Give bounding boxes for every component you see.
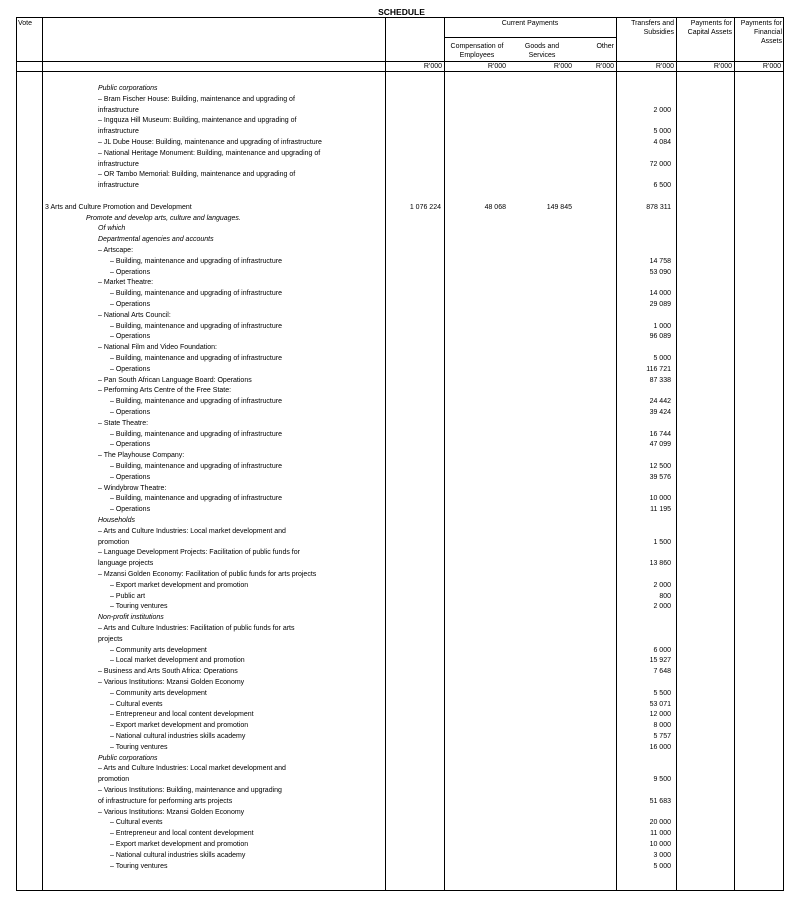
table-row [0, 710, 803, 721]
table-row [0, 721, 803, 732]
row-description: – Building, maintenance and upgrading of infrastructure [110, 463, 282, 470]
row-description: – The Playhouse Company: [98, 452, 185, 460]
row-value-transfers: 15 927 [649, 657, 671, 665]
row-description: Of which [98, 225, 126, 233]
table-row [0, 95, 803, 106]
row-description: – National Film and Video Foundation: [98, 344, 217, 352]
row-value-transfers: 9 500 [653, 776, 671, 784]
row-description: – Building, maintenance and upgrading of infrastructure [110, 322, 282, 330]
unit-label: R'000 [713, 63, 732, 70]
table-row [0, 678, 803, 689]
table-row [0, 235, 803, 246]
row-description: – Touring ventures [110, 743, 168, 751]
row-value-transfers: 20 000 [649, 819, 671, 827]
row-value-transfers: 5 000 [653, 862, 671, 870]
header-financial: Payments for Financial Assets [740, 20, 782, 45]
row-value-transfers: 96 089 [649, 333, 671, 341]
row-description: – Various Institutions: Mzansi Golden Economy [98, 679, 245, 686]
header-capital: Payments for Capital Assets [687, 20, 732, 36]
table-row [0, 419, 803, 430]
row-value-transfers: 2 000 [653, 106, 671, 114]
row-value-transfers: 1 500 [653, 538, 671, 546]
row-description: – OR Tambo Memorial: Building, maintenance and upgrading of [98, 171, 296, 179]
table-row [0, 246, 803, 257]
table-row [0, 538, 803, 549]
row-value-transfers: 16 000 [649, 743, 671, 751]
table-row [0, 764, 803, 775]
table-row [0, 829, 803, 840]
table-row [0, 354, 803, 365]
row-value-total: 1 076 224 [409, 203, 441, 211]
row-value-transfers: 5 757 [653, 733, 671, 740]
table-row [0, 635, 803, 646]
row-value-transfers: 39 424 [649, 409, 671, 416]
row-value-transfers: 5 000 [653, 128, 671, 136]
row-description: – Arts and Culture Industries: Facilitation of public funds for arts [98, 625, 295, 632]
row-value-transfers: 87 338 [649, 376, 671, 384]
row-value-transfers: 2 000 [653, 603, 671, 611]
row-value-transfers: 878 311 [646, 203, 671, 211]
table-row [0, 818, 803, 829]
table-row [0, 484, 803, 495]
table-row [0, 138, 803, 149]
row-value-transfers: 14 000 [649, 290, 671, 298]
table-row [0, 797, 803, 808]
table-row [0, 224, 803, 235]
table-row [0, 84, 803, 95]
row-description: Households [98, 517, 135, 524]
row-description: Departmental agencies and accounts [98, 236, 214, 244]
table-row [0, 332, 803, 343]
row-value-transfers: 24 442 [649, 398, 671, 406]
row-value-transfers: 29 089 [649, 301, 671, 308]
row-description: – Pan South African Language Board: Operations [98, 376, 252, 384]
row-description: – National cultural industries skills academy [110, 733, 246, 740]
row-value-transfers: 800 [659, 592, 671, 600]
table-row [0, 181, 803, 192]
row-description: – Cultural events [110, 700, 163, 708]
row-description: – Operations [110, 365, 151, 373]
row-value-comp: 48 068 [484, 203, 506, 211]
row-description: – Community arts development [110, 646, 207, 654]
row-value-transfers: 5 000 [653, 355, 671, 362]
row-description: – Windybrow Theatre: [98, 484, 167, 492]
row-value-transfers: 6 500 [653, 182, 671, 190]
row-value-transfers: 6 000 [653, 646, 671, 654]
header-current-payments: Current Payments [501, 20, 559, 27]
header-other: Other [596, 43, 614, 50]
row-description: of infrastructure for performing arts projects [98, 797, 233, 805]
row-description: infrastructure [98, 128, 139, 136]
table-row [0, 700, 803, 711]
table-row [0, 808, 803, 819]
unit-label: R'000 [655, 63, 674, 70]
row-description: – Entrepreneur and local content development [110, 830, 254, 838]
table-row [0, 430, 803, 441]
table-row [0, 689, 803, 700]
table-row [0, 646, 803, 657]
row-value-transfers: 2 000 [653, 581, 671, 589]
header-rule [16, 61, 784, 62]
table-row [0, 365, 803, 376]
row-description: – Mzansi Golden Economy: Facilitation of public funds for arts projects [98, 571, 317, 578]
table-row [0, 289, 803, 300]
row-description: – Various Institutions: Mzansi Golden Economy [98, 808, 245, 816]
row-description: – Operations [110, 301, 151, 308]
row-value-transfers: 14 758 [649, 257, 671, 265]
table-row [0, 505, 803, 516]
row-description: – Artscape: [98, 247, 134, 254]
table-row [0, 127, 803, 138]
row-description: – Building, maintenance and upgrading of infrastructure [110, 430, 282, 438]
header-rule [444, 37, 616, 38]
table-row [0, 397, 803, 408]
unit-label: R'000 [553, 63, 572, 70]
row-value-transfers: 11 000 [650, 830, 671, 838]
row-description: infrastructure [98, 182, 139, 190]
table-row [0, 667, 803, 678]
row-description: – Export market development and promotion [110, 841, 249, 848]
row-description: – Export market development and promotion [110, 581, 249, 589]
table-row [0, 570, 803, 581]
row-description: language projects [98, 560, 154, 568]
row-description: – Arts and Culture Industries: Local market development and [98, 765, 286, 773]
row-value-transfers: 10 000 [649, 495, 671, 503]
table-row [0, 527, 803, 538]
table-row [0, 149, 803, 160]
table-row [0, 754, 803, 765]
table-row [0, 656, 803, 667]
row-value-transfers: 7 648 [653, 668, 671, 676]
table-row [0, 840, 803, 851]
table-row [0, 278, 803, 289]
row-description: – Building, maintenance and upgrading of infrastructure [110, 355, 282, 362]
table-row [0, 300, 803, 311]
row-description: – Touring ventures [110, 603, 168, 611]
row-value-transfers: 16 744 [649, 430, 671, 438]
row-description: – Business and Arts South Africa: Operations [98, 668, 238, 676]
table-row [0, 548, 803, 559]
row-value-transfers: 116 721 [646, 365, 671, 373]
row-description: Promote and develop arts, culture and languages. [86, 214, 241, 222]
row-description: – Operations [110, 333, 151, 341]
table-row [0, 116, 803, 127]
table-row [0, 473, 803, 484]
row-description: – Building, maintenance and upgrading of infrastructure [110, 398, 282, 406]
header-vote: Vote [18, 20, 33, 27]
header-compensation: Compensation of Employees [450, 43, 504, 59]
row-description: – Entrepreneur and local content development [110, 711, 254, 719]
row-description: – Language Development Projects: Facilitation of public funds for [98, 549, 300, 557]
table-row [0, 862, 803, 873]
page-title: SCHEDULE [378, 7, 425, 17]
table-row [0, 311, 803, 322]
row-value-goods: 149 845 [546, 203, 572, 211]
row-description: – Building, maintenance and upgrading of infrastructure [110, 257, 282, 265]
table-row [0, 516, 803, 527]
unit-label: R'000 [762, 63, 781, 70]
row-value-transfers: 11 195 [650, 506, 671, 514]
table-row [0, 602, 803, 613]
table-row [0, 268, 803, 279]
row-value-transfers: 53 090 [649, 268, 671, 276]
row-value-transfers: 3 000 [653, 851, 671, 859]
table-row [0, 192, 803, 203]
row-description: – Various Institutions: Building, maintenance and upgrading [98, 787, 282, 794]
row-value-transfers: 4 084 [653, 139, 671, 146]
table-row [0, 786, 803, 797]
row-value-transfers: 39 576 [649, 473, 671, 481]
table-row [0, 257, 803, 268]
row-description: – Export market development and promotion [110, 722, 249, 730]
table-row [0, 408, 803, 419]
row-description: – JL Dube House: Building, maintenance and upgrading of infrastructure [98, 139, 322, 146]
table-row [0, 160, 803, 171]
table-row [0, 613, 803, 624]
row-description: Public corporations [98, 754, 158, 762]
row-value-transfers: 72 000 [649, 160, 671, 168]
table-row [0, 559, 803, 570]
row-description: – Arts and Culture Industries: Local market development and [98, 527, 286, 535]
row-description: – Operations [110, 441, 151, 449]
row-value-transfers: 51 683 [649, 797, 671, 805]
row-value-transfers: 47 099 [649, 441, 671, 449]
row-description: – Community arts development [110, 689, 207, 697]
row-description: – Operations [110, 409, 151, 416]
table-row [0, 386, 803, 397]
row-value-transfers: 5 500 [653, 689, 671, 697]
row-description: – Operations [110, 268, 151, 276]
row-description: 3 Arts and Culture Promotion and Development [45, 203, 192, 211]
row-description: – Bram Fischer House: Building, maintenance and upgrading of [98, 95, 295, 103]
row-description: – Operations [110, 473, 151, 481]
unit-label: R'000 [595, 63, 614, 70]
row-description: – Local market development and promotion [110, 657, 245, 665]
row-description: – Cultural events [110, 819, 163, 827]
header-goods: Goods and Services [524, 43, 560, 59]
table-row [0, 581, 803, 592]
row-description: promotion [98, 776, 130, 784]
row-value-transfers: 8 000 [653, 722, 671, 730]
table-row [0, 440, 803, 451]
row-description: infrastructure [98, 106, 139, 114]
header-transfers: Transfers and Subsidies [631, 20, 674, 36]
table-row [0, 624, 803, 635]
unit-label: R'000 [487, 63, 506, 70]
row-description: – State Theatre: [98, 419, 149, 427]
row-value-transfers: 1 000 [653, 322, 671, 330]
table-row [0, 775, 803, 786]
row-description: infrastructure [98, 160, 139, 168]
table-row [0, 203, 803, 214]
row-description: – Building, maintenance and upgrading of infrastructure [110, 495, 282, 503]
row-description: – Operations [110, 506, 151, 514]
table-row [0, 851, 803, 862]
row-description: promotion [98, 538, 130, 546]
table-row [0, 494, 803, 505]
table-row [0, 170, 803, 181]
table-row [0, 732, 803, 743]
row-value-transfers: 13 860 [649, 560, 671, 568]
row-description: Non-profit institutions [98, 614, 164, 622]
row-description: – Market Theatre: [98, 279, 154, 287]
row-description: – National Arts Council: [98, 311, 171, 319]
row-value-transfers: 12 500 [649, 463, 671, 470]
table-row [0, 322, 803, 333]
row-description: Public corporations [98, 85, 158, 92]
row-value-transfers: 10 000 [649, 841, 671, 848]
table-row [0, 592, 803, 603]
table-row [0, 376, 803, 387]
table-row [0, 343, 803, 354]
row-value-transfers: 12 000 [649, 711, 671, 719]
table-row [0, 743, 803, 754]
table-row [0, 451, 803, 462]
row-description: projects [98, 635, 123, 643]
header-rule [16, 71, 784, 72]
row-description: – Ingquza Hill Museum: Building, maintenance and upgrading of [98, 117, 297, 125]
row-description: – Public art [110, 592, 146, 600]
row-description: – Building, maintenance and upgrading of infrastructure [110, 290, 282, 298]
table-row [0, 462, 803, 473]
table-row [0, 106, 803, 117]
row-value-transfers: 53 071 [649, 700, 671, 708]
unit-label: R'000 [423, 63, 442, 70]
row-description: – National Heritage Monument: Building, maintenance and upgrading of [98, 149, 321, 157]
row-description: – Performing Arts Centre of the Free State: [98, 387, 232, 395]
row-description: – National cultural industries skills academy [110, 851, 246, 859]
row-description: – Touring ventures [110, 862, 168, 870]
table-row [0, 214, 803, 225]
